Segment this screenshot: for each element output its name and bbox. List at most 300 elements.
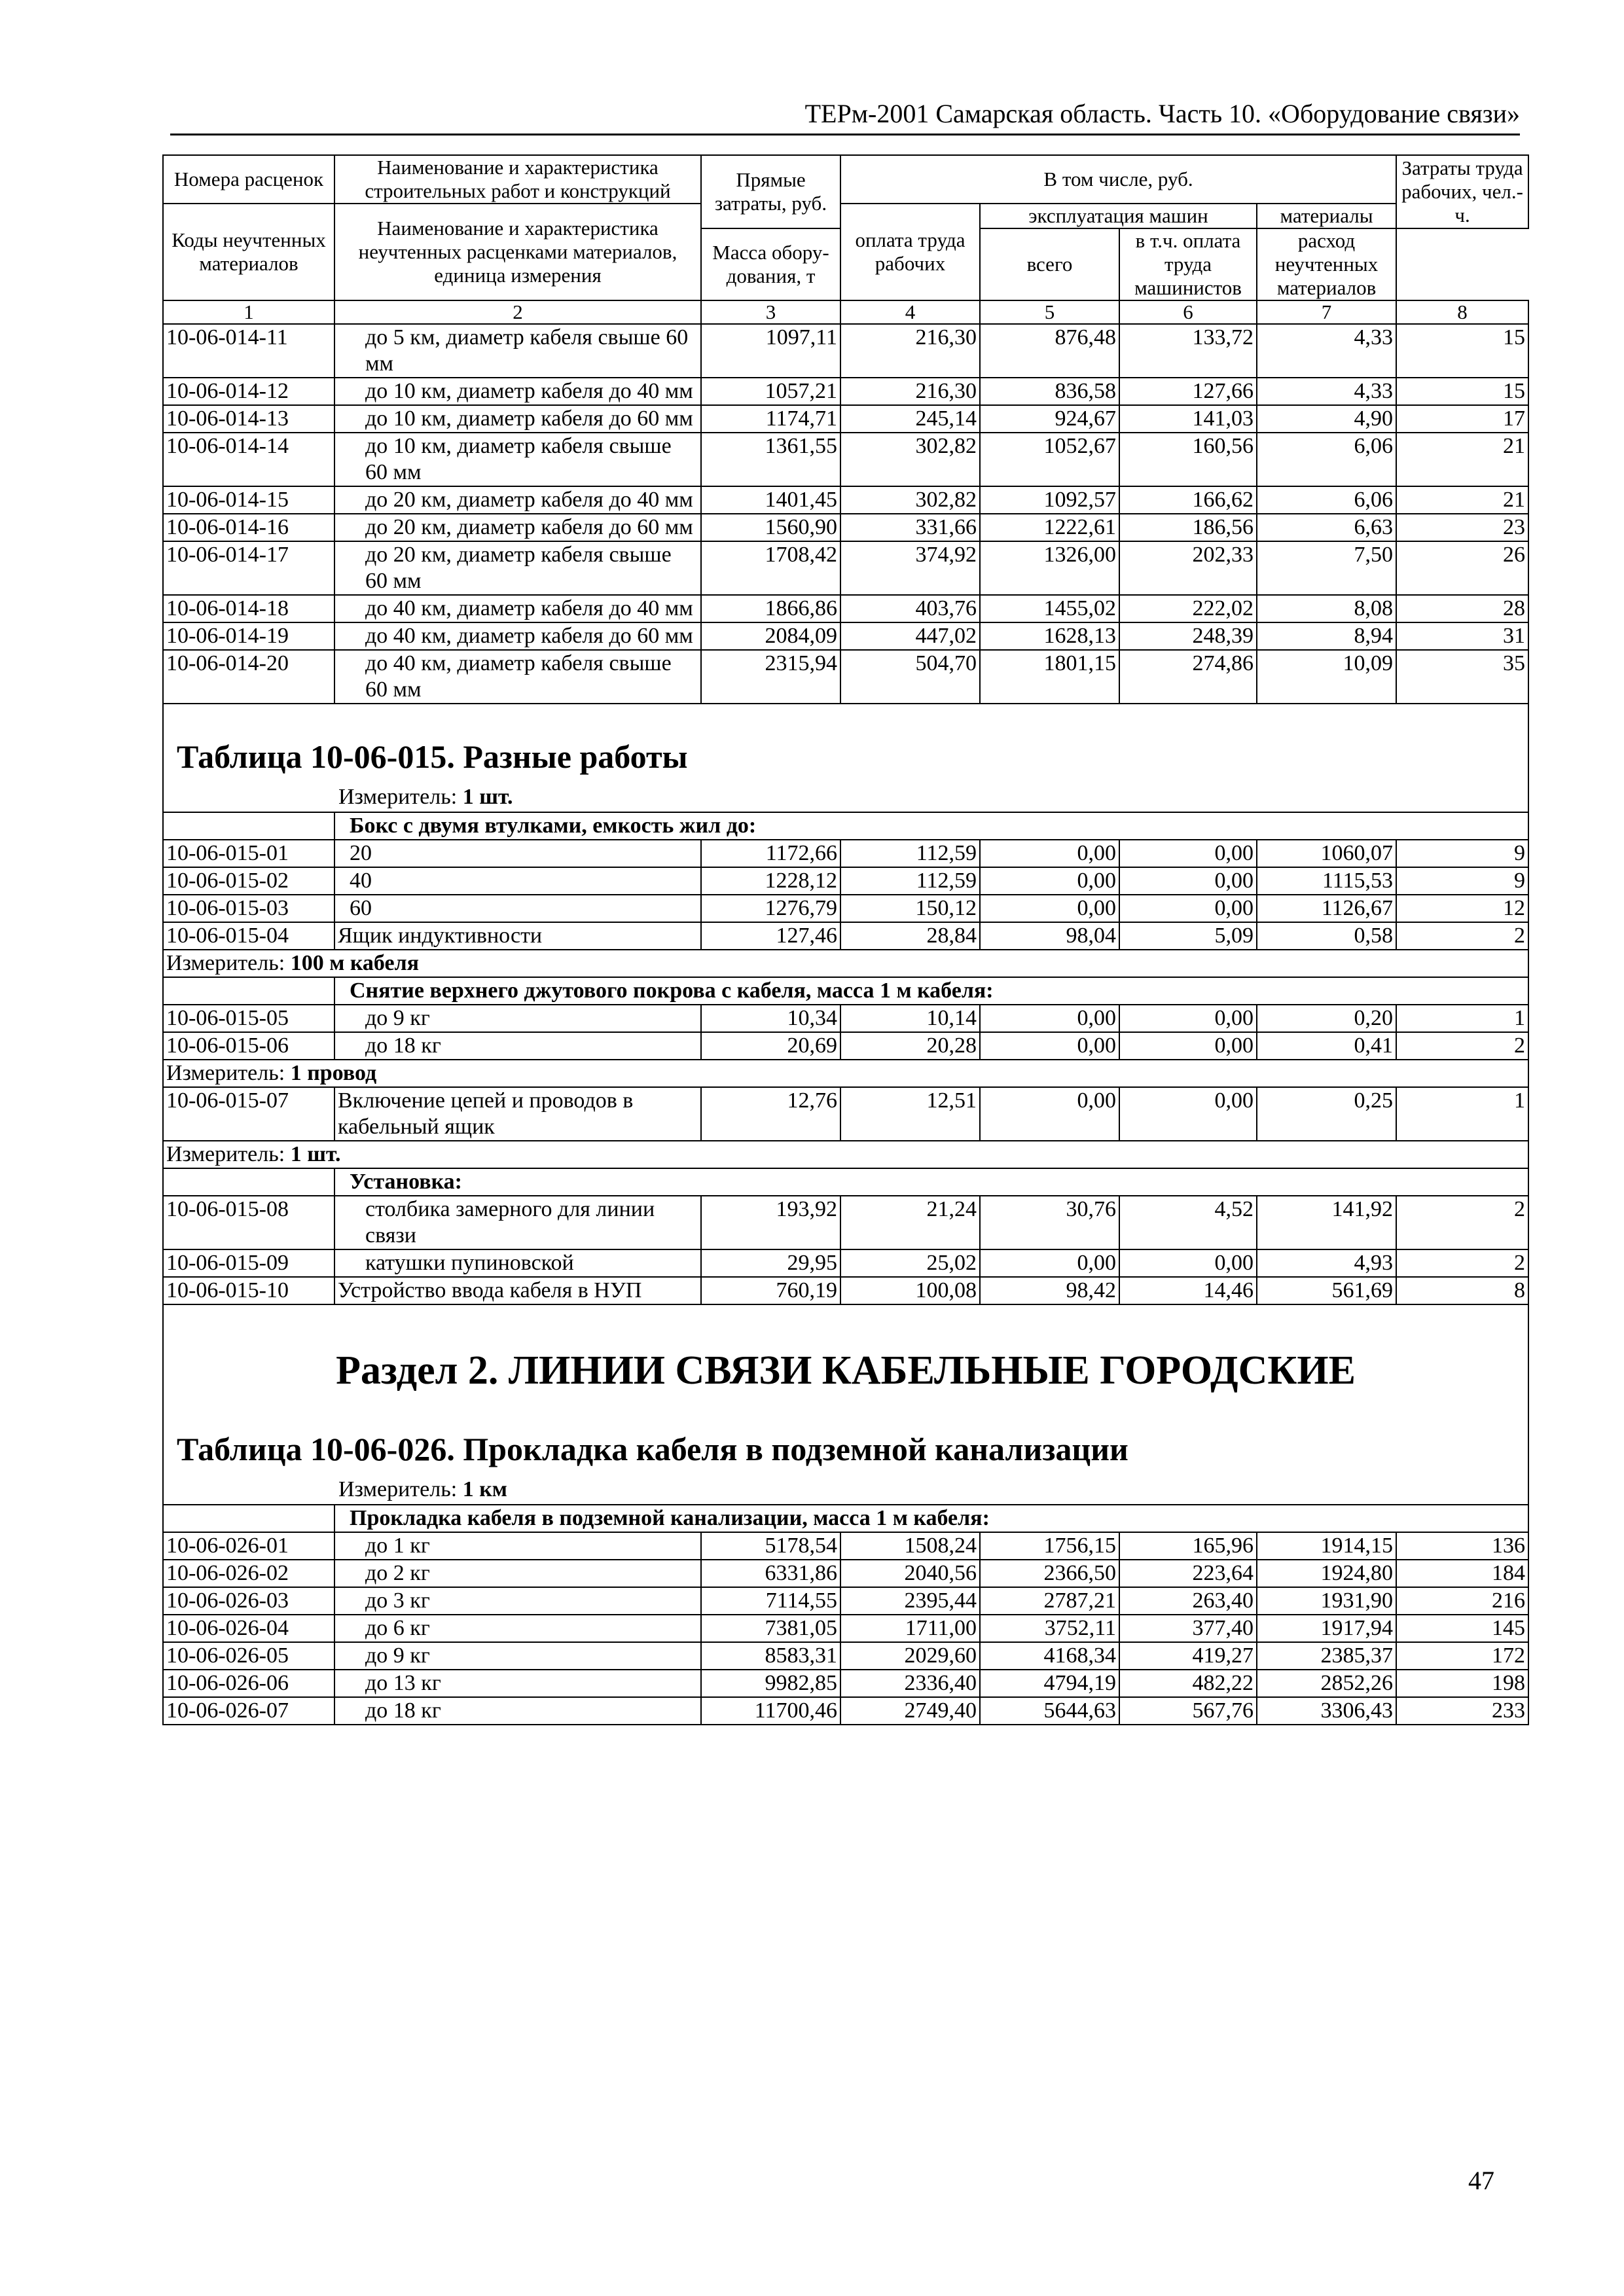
rate-name: до 10 км, диаметр кабеля до 40 мм <box>334 378 701 405</box>
rate-value: 184 <box>1396 1560 1528 1587</box>
rate-value: 0,00 <box>980 867 1119 895</box>
rate-value: 8,08 <box>1257 595 1396 622</box>
measure-row <box>163 1060 1528 1087</box>
subheader-row <box>163 812 1528 840</box>
col-name-header: Наименование и характеристика строительных работ и конструкций <box>334 155 701 204</box>
rate-name: до 1 кг <box>334 1532 701 1560</box>
table-row <box>163 1560 1528 1587</box>
rate-value: 1628,13 <box>980 622 1119 650</box>
rate-value: 8583,31 <box>701 1642 840 1670</box>
rate-value: 1931,90 <box>1257 1587 1396 1615</box>
subheader: Установка: <box>334 1168 1528 1196</box>
rate-name: до 2 кг <box>334 1560 701 1587</box>
rate-value: 0,25 <box>1257 1087 1396 1141</box>
rate-value: 25,02 <box>840 1249 980 1277</box>
rate-value: 302,82 <box>840 486 980 514</box>
rate-code: 10-06-014-13 <box>163 405 334 433</box>
measure-unit: 1 шт. <box>290 1142 341 1166</box>
table-row <box>163 922 1528 950</box>
rate-value: 29,95 <box>701 1249 840 1277</box>
rate-value: 223,64 <box>1119 1560 1257 1587</box>
subheader-row <box>163 1168 1528 1196</box>
table-row <box>163 1642 1528 1670</box>
table-row <box>163 1196 1528 1249</box>
table-row <box>163 1532 1528 1560</box>
rate-value: 20,28 <box>840 1032 980 1060</box>
rate-value: 216,30 <box>840 324 980 378</box>
rate-code: 10-06-026-06 <box>163 1670 334 1697</box>
rate-value: 1222,61 <box>980 514 1119 541</box>
rate-value: 0,00 <box>1119 1087 1257 1141</box>
rate-value: 1 <box>1396 1087 1528 1141</box>
rate-value: 331,66 <box>840 514 980 541</box>
rate-value: 141,92 <box>1257 1196 1396 1249</box>
rate-value: 145 <box>1396 1615 1528 1642</box>
rate-name: 60 <box>334 895 701 922</box>
running-header: ТЕРм-2001 Самарская область. Часть 10. «Оборудование связи» <box>804 99 1520 128</box>
rate-value: 0,00 <box>980 1249 1119 1277</box>
measure-prefix: Измеритель: <box>338 1477 458 1501</box>
rate-name: до 40 км, диаметр кабеля до 60 мм <box>334 622 701 650</box>
col-total-header: всего <box>980 228 1119 300</box>
rate-value: 100,08 <box>840 1277 980 1304</box>
rate-value: 193,92 <box>701 1196 840 1249</box>
table-row <box>163 1005 1528 1032</box>
measure-row <box>163 950 1528 977</box>
measure-unit: 1 км <box>462 1477 507 1501</box>
table-row <box>163 541 1528 595</box>
col-materials-header: материалы <box>1257 204 1396 228</box>
rate-value: 1052,67 <box>980 433 1119 486</box>
rate-value: 202,33 <box>1119 541 1257 595</box>
rate-code: 10-06-014-19 <box>163 622 334 650</box>
rate-value: 561,69 <box>1257 1277 1396 1304</box>
rate-value: 165,96 <box>1119 1532 1257 1560</box>
col-mass-header: Масса обору-дования, т <box>701 228 840 300</box>
rate-value: 8,94 <box>1257 622 1396 650</box>
rate-value: 3306,43 <box>1257 1697 1396 1725</box>
rate-value: 141,03 <box>1119 405 1257 433</box>
rate-value: 20,69 <box>701 1032 840 1060</box>
table-title: Таблица 10-06-015. Разные работы <box>177 738 688 775</box>
measure-label <box>177 1475 1515 1504</box>
table-row <box>163 1249 1528 1277</box>
rate-value: 1361,55 <box>701 433 840 486</box>
table-row <box>163 867 1528 895</box>
table-row <box>163 595 1528 622</box>
rate-value: 3752,11 <box>980 1615 1119 1642</box>
measure-prefix: Измеритель: <box>166 1142 285 1166</box>
rate-value: 31 <box>1396 622 1528 650</box>
rate-value: 2040,56 <box>840 1560 980 1587</box>
col-labor-pay-header: оплата труда рабочих <box>840 204 980 300</box>
table-row <box>163 1615 1528 1642</box>
rate-value: 14,46 <box>1119 1277 1257 1304</box>
rate-code: 10-06-026-07 <box>163 1697 334 1725</box>
rate-value: 26 <box>1396 541 1528 595</box>
rate-name: до 18 кг <box>334 1697 701 1725</box>
col-codes-header: Номера расценок <box>163 155 334 204</box>
rate-value: 263,40 <box>1119 1587 1257 1615</box>
page-number: 47 <box>1468 2166 1494 2195</box>
measure-unit: 1 провод <box>290 1061 377 1085</box>
rate-value: 7381,05 <box>701 1615 840 1642</box>
col-num: 6 <box>1119 300 1257 324</box>
rate-value: 4,90 <box>1257 405 1396 433</box>
rate-value: 0,00 <box>1119 895 1257 922</box>
rate-value: 2366,50 <box>980 1560 1119 1587</box>
rate-value: 17 <box>1396 405 1528 433</box>
rate-value: 15 <box>1396 378 1528 405</box>
rate-value: 1560,90 <box>701 514 840 541</box>
rate-value: 21 <box>1396 486 1528 514</box>
rate-value: 1708,42 <box>701 541 840 595</box>
rate-code: 10-06-014-15 <box>163 486 334 514</box>
section-row <box>163 1304 1528 1505</box>
measure-prefix: Измеритель: <box>166 951 285 975</box>
subheader-row <box>163 1505 1528 1532</box>
rate-value: 4,93 <box>1257 1249 1396 1277</box>
subheader: Прокладка кабеля в подземной канализации, масса 1 м кабеля: <box>334 1505 1528 1532</box>
rate-value: 1097,11 <box>701 324 840 378</box>
rate-value: 374,92 <box>840 541 980 595</box>
rate-code: 10-06-026-01 <box>163 1532 334 1560</box>
rate-value: 9 <box>1396 840 1528 867</box>
rate-value: 6,06 <box>1257 433 1396 486</box>
rate-value: 6,06 <box>1257 486 1396 514</box>
rate-name: столбика замерного для линии связи <box>334 1196 701 1249</box>
rate-name: до 9 кг <box>334 1642 701 1670</box>
table-row <box>163 1670 1528 1697</box>
rate-value: 876,48 <box>980 324 1119 378</box>
rate-name: до 20 км, диаметр кабеля до 60 мм <box>334 514 701 541</box>
col-num: 2 <box>334 300 701 324</box>
rate-value: 21 <box>1396 433 1528 486</box>
table-row <box>163 514 1528 541</box>
rate-code: 10-06-015-10 <box>163 1277 334 1304</box>
rate-value: 198 <box>1396 1670 1528 1697</box>
rate-value: 482,22 <box>1119 1670 1257 1697</box>
col-num: 4 <box>840 300 980 324</box>
subheader: Бокс с двумя втулками, емкость жил до: <box>334 812 1528 840</box>
rate-value: 1801,15 <box>980 650 1119 704</box>
col-codes2-header: Коды неучтенных материалов <box>163 204 334 300</box>
subheader-row <box>163 977 1528 1005</box>
table-row <box>163 1587 1528 1615</box>
table-row <box>163 1087 1528 1141</box>
col-num: 7 <box>1257 300 1396 324</box>
rate-code: 10-06-015-06 <box>163 1032 334 1060</box>
table-row <box>163 378 1528 405</box>
rate-name: Ящик индуктивности <box>334 922 701 950</box>
rate-code: 10-06-014-14 <box>163 433 334 486</box>
rate-code: 10-06-015-09 <box>163 1249 334 1277</box>
col-direct-header: Прямые затраты, руб. <box>701 155 840 228</box>
col-num: 1 <box>163 300 334 324</box>
rate-value: 0,00 <box>1119 1032 1257 1060</box>
table-row <box>163 1697 1528 1725</box>
rate-value: 160,56 <box>1119 433 1257 486</box>
rate-code: 10-06-015-05 <box>163 1005 334 1032</box>
rate-name: до 3 кг <box>334 1587 701 1615</box>
table-row <box>163 433 1528 486</box>
rate-value: 1924,80 <box>1257 1560 1396 1587</box>
measure-row <box>163 1141 1528 1168</box>
rate-code: 10-06-026-03 <box>163 1587 334 1615</box>
rate-value: 12,76 <box>701 1087 840 1141</box>
measure-unit: 100 м кабеля <box>290 951 420 975</box>
rate-value: 216,30 <box>840 378 980 405</box>
rate-name: до 18 кг <box>334 1032 701 1060</box>
rate-value: 233 <box>1396 1697 1528 1725</box>
rate-code: 10-06-015-02 <box>163 867 334 895</box>
rate-code: 10-06-026-05 <box>163 1642 334 1670</box>
rate-value: 2 <box>1396 922 1528 950</box>
rate-value: 2 <box>1396 1249 1528 1277</box>
rate-value: 1914,15 <box>1257 1532 1396 1560</box>
rate-code: 10-06-015-03 <box>163 895 334 922</box>
rate-value: 1057,21 <box>701 378 840 405</box>
rate-value: 9982,85 <box>701 1670 840 1697</box>
rate-value: 1455,02 <box>980 595 1119 622</box>
section-cell <box>163 1304 1528 1505</box>
rate-value: 1276,79 <box>701 895 840 922</box>
rate-value: 924,67 <box>980 405 1119 433</box>
rate-name: до 6 кг <box>334 1615 701 1642</box>
section-row <box>163 704 1528 812</box>
rate-value: 2852,26 <box>1257 1670 1396 1697</box>
rate-value: 28 <box>1396 595 1528 622</box>
rate-value: 245,14 <box>840 405 980 433</box>
rate-value: 133,72 <box>1119 324 1257 378</box>
rate-value: 504,70 <box>840 650 980 704</box>
rate-value: 10,09 <box>1257 650 1396 704</box>
rate-value: 0,00 <box>980 1005 1119 1032</box>
rate-value: 30,76 <box>980 1196 1119 1249</box>
rate-value: 447,02 <box>840 622 980 650</box>
table-row <box>163 840 1528 867</box>
rate-value: 0,00 <box>1119 867 1257 895</box>
rate-value: 5178,54 <box>701 1532 840 1560</box>
rate-value: 8 <box>1396 1277 1528 1304</box>
rate-value: 4794,19 <box>980 1670 1119 1697</box>
col-num: 3 <box>701 300 840 324</box>
table-row <box>163 324 1528 378</box>
header-rule <box>170 134 1520 135</box>
rate-value: 0,00 <box>980 1087 1119 1141</box>
rate-value: 2 <box>1396 1196 1528 1249</box>
rate-name: до 20 км, диаметр кабеля до 40 мм <box>334 486 701 514</box>
rate-value: 7,50 <box>1257 541 1396 595</box>
rate-value: 9 <box>1396 867 1528 895</box>
rate-value: 127,66 <box>1119 378 1257 405</box>
rate-value: 0,00 <box>980 840 1119 867</box>
col-num: 8 <box>1396 300 1528 324</box>
rate-value: 1326,00 <box>980 541 1119 595</box>
rate-value: 28,84 <box>840 922 980 950</box>
rate-value: 4168,34 <box>980 1642 1119 1670</box>
table-row <box>163 895 1528 922</box>
rate-name: Включение цепей и проводов в кабельный ящик <box>334 1087 701 1141</box>
rate-value: 5,09 <box>1119 922 1257 950</box>
rate-value: 186,56 <box>1119 514 1257 541</box>
rate-value: 5644,63 <box>980 1697 1119 1725</box>
measure-label <box>163 950 1528 977</box>
measure-prefix: Измеритель: <box>166 1061 285 1085</box>
table-row <box>163 1032 1528 1060</box>
rate-value: 21,24 <box>840 1196 980 1249</box>
rate-value: 98,04 <box>980 922 1119 950</box>
rate-value: 11700,46 <box>701 1697 840 1725</box>
rate-value: 150,12 <box>840 895 980 922</box>
rate-value: 1756,15 <box>980 1532 1119 1560</box>
rate-value: 0,41 <box>1257 1032 1396 1060</box>
rates-table <box>162 154 1529 1725</box>
measure-unit: 1 шт. <box>462 785 513 809</box>
rate-value: 760,19 <box>701 1277 840 1304</box>
rate-name: 20 <box>334 840 701 867</box>
rate-name: 40 <box>334 867 701 895</box>
rate-value: 2787,21 <box>980 1587 1119 1615</box>
table-row <box>163 1277 1528 1304</box>
rate-code: 10-06-015-04 <box>163 922 334 950</box>
rate-value: 2395,44 <box>840 1587 980 1615</box>
rate-value: 1508,24 <box>840 1532 980 1560</box>
col-name2-header: Наименование и характеристика неучтенных расценками материалов, единица измерения <box>334 204 701 300</box>
rate-value: 2336,40 <box>840 1670 980 1697</box>
rate-value: 112,59 <box>840 840 980 867</box>
col-labor-header: Затраты труда рабочих, чел.-ч. <box>1396 155 1528 228</box>
section-cell <box>163 704 1528 812</box>
rate-value: 0,20 <box>1257 1005 1396 1032</box>
table-row <box>163 622 1528 650</box>
rate-value: 836,58 <box>980 378 1119 405</box>
col-incl-header: В том числе, руб. <box>840 155 1396 204</box>
col-num: 5 <box>980 300 1119 324</box>
rate-code: 10-06-026-02 <box>163 1560 334 1587</box>
table-row <box>163 650 1528 704</box>
rate-value: 172 <box>1396 1642 1528 1670</box>
col-machines-header: эксплуатация машин <box>980 204 1257 228</box>
rate-value: 403,76 <box>840 595 980 622</box>
rate-value: 1917,94 <box>1257 1615 1396 1642</box>
subheader: Снятие верхнего джутового покрова с кабеля, масса 1 м кабеля: <box>334 977 1528 1005</box>
rate-code: 10-06-015-01 <box>163 840 334 867</box>
rate-value: 6331,86 <box>701 1560 840 1587</box>
subheader-empty <box>163 812 334 840</box>
rate-name: катушки пупиновской <box>334 1249 701 1277</box>
rate-value: 1115,53 <box>1257 867 1396 895</box>
rate-value: 10,34 <box>701 1005 840 1032</box>
rate-value: 1174,71 <box>701 405 840 433</box>
rate-value: 4,33 <box>1257 324 1396 378</box>
measure-label <box>163 1060 1528 1087</box>
rate-value: 6,63 <box>1257 514 1396 541</box>
rate-value: 302,82 <box>840 433 980 486</box>
measure-label <box>163 1141 1528 1168</box>
rate-value: 127,46 <box>701 922 840 950</box>
rate-value: 419,27 <box>1119 1642 1257 1670</box>
rate-value: 0,00 <box>1119 1005 1257 1032</box>
rate-code: 10-06-014-16 <box>163 514 334 541</box>
rate-value: 12,51 <box>840 1087 980 1141</box>
rate-code: 10-06-014-17 <box>163 541 334 595</box>
rate-code: 10-06-026-04 <box>163 1615 334 1642</box>
rate-value: 23 <box>1396 514 1528 541</box>
rate-code: 10-06-014-18 <box>163 595 334 622</box>
measure-label <box>177 783 1515 812</box>
column-numbers-row <box>163 300 1528 324</box>
rate-code: 10-06-015-07 <box>163 1087 334 1141</box>
rate-value: 1711,00 <box>840 1615 980 1642</box>
rate-value: 7114,55 <box>701 1587 840 1615</box>
rate-value: 1228,12 <box>701 867 840 895</box>
rate-value: 1126,67 <box>1257 895 1396 922</box>
rate-value: 2 <box>1396 1032 1528 1060</box>
table-title: Таблица 10-06-026. Прокладка кабеля в подземной канализации <box>177 1431 1128 1467</box>
rate-value: 377,40 <box>1119 1615 1257 1642</box>
rate-value: 2084,09 <box>701 622 840 650</box>
rate-value: 0,00 <box>980 895 1119 922</box>
rate-value: 222,02 <box>1119 595 1257 622</box>
rate-code: 10-06-014-20 <box>163 650 334 704</box>
rate-value: 0,00 <box>1119 1249 1257 1277</box>
rate-code: 10-06-015-08 <box>163 1196 334 1249</box>
rate-value: 248,39 <box>1119 622 1257 650</box>
rate-code: 10-06-014-11 <box>163 324 334 378</box>
rate-name: до 10 км, диаметр кабеля свыше 60 мм <box>334 433 701 486</box>
table-row <box>163 486 1528 514</box>
rate-value: 1866,86 <box>701 595 840 622</box>
rate-value: 98,42 <box>980 1277 1119 1304</box>
rate-name: до 20 км, диаметр кабеля свыше 60 мм <box>334 541 701 595</box>
rate-value: 1092,57 <box>980 486 1119 514</box>
rate-value: 1 <box>1396 1005 1528 1032</box>
rate-value: 136 <box>1396 1532 1528 1560</box>
rate-name: до 10 км, диаметр кабеля до 60 мм <box>334 405 701 433</box>
rate-name: до 40 км, диаметр кабеля свыше 60 мм <box>334 650 701 704</box>
rate-value: 0,00 <box>980 1032 1119 1060</box>
rate-name: Устройство ввода кабеля в НУП <box>334 1277 701 1304</box>
rate-name: до 13 кг <box>334 1670 701 1697</box>
rate-code: 10-06-014-12 <box>163 378 334 405</box>
rate-value: 2385,37 <box>1257 1642 1396 1670</box>
rate-value: 4,33 <box>1257 378 1396 405</box>
col-unaccounted-header: расход неучтенных материалов <box>1257 228 1396 300</box>
col-machinists-header: в т.ч. оплата труда машинистов <box>1119 228 1257 300</box>
rate-value: 112,59 <box>840 867 980 895</box>
rate-value: 567,76 <box>1119 1697 1257 1725</box>
rate-value: 0,00 <box>1119 840 1257 867</box>
rate-value: 1172,66 <box>701 840 840 867</box>
subheader-empty <box>163 1505 334 1532</box>
rate-value: 12 <box>1396 895 1528 922</box>
rate-value: 10,14 <box>840 1005 980 1032</box>
rate-name: до 9 кг <box>334 1005 701 1032</box>
rate-value: 35 <box>1396 650 1528 704</box>
rate-value: 274,86 <box>1119 650 1257 704</box>
measure-prefix: Измеритель: <box>338 785 458 809</box>
subheader-empty <box>163 1168 334 1196</box>
rate-value: 15 <box>1396 324 1528 378</box>
rate-value: 2315,94 <box>701 650 840 704</box>
rate-value: 4,52 <box>1119 1196 1257 1249</box>
rate-value: 1060,07 <box>1257 840 1396 867</box>
rate-name: до 40 км, диаметр кабеля до 40 мм <box>334 595 701 622</box>
section-title: Раздел 2. ЛИНИИ СВЯЗИ КАБЕЛЬНЫЕ ГОРОДСКИЕ <box>336 1348 1356 1393</box>
table-row <box>163 405 1528 433</box>
rate-value: 2029,60 <box>840 1642 980 1670</box>
